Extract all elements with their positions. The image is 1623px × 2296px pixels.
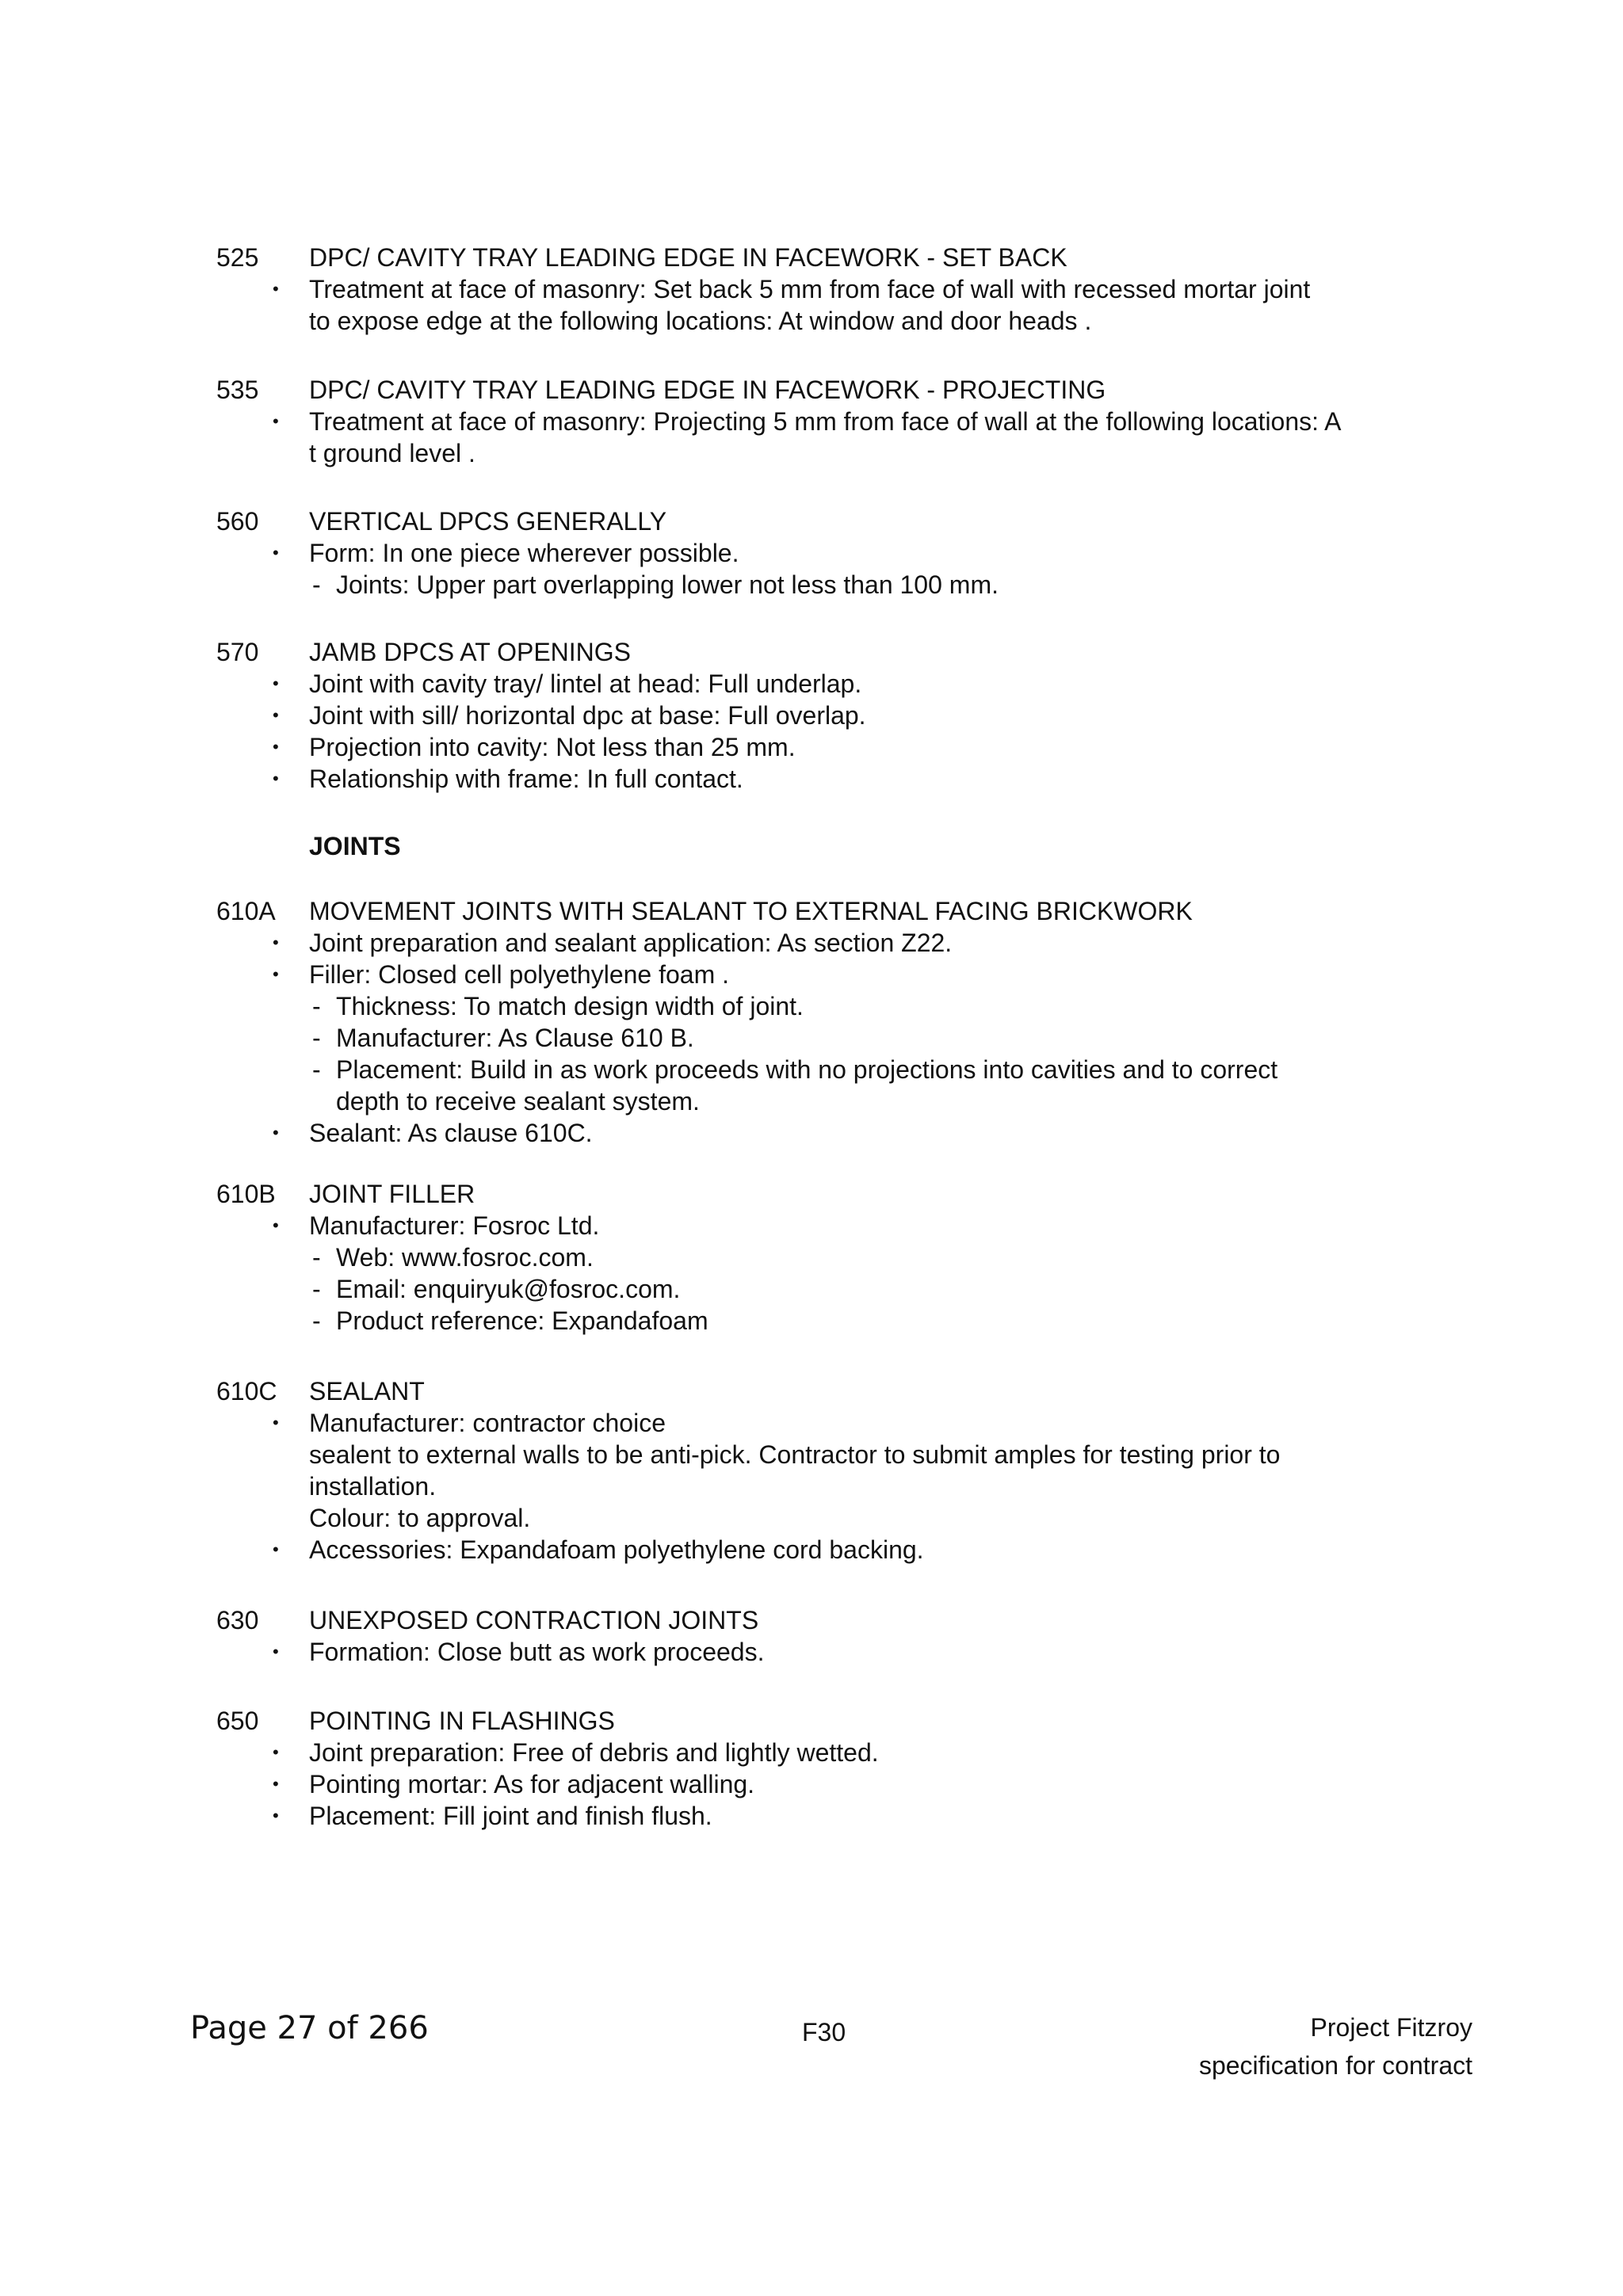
bullet-item [0, 537, 1623, 569]
bullet-text: Projection into cavity: Not less than 25 mm. [309, 733, 796, 761]
bullet-icon: • [273, 1774, 279, 1794]
project-name: Project Fitzroy [1310, 2013, 1472, 2042]
clause-title: JAMB DPCS AT OPENINGS [309, 638, 632, 666]
clause-number: 650 [216, 1707, 259, 1735]
bullet-text: Joint with cavity tray/ lintel at head: Full underlap. [309, 669, 862, 698]
continuation-line [0, 1502, 1623, 1534]
bullet-icon: • [273, 1123, 279, 1142]
continuation-text: Colour: to approval. [309, 1504, 531, 1532]
bullet-icon: • [273, 411, 279, 431]
bullet-text: Sealant: As clause 610C. [309, 1119, 593, 1147]
clause-number: 610A [216, 897, 276, 925]
continuation-text: to expose edge at the following locations: At window and door heads . [309, 307, 1092, 335]
clause-560 [0, 505, 1623, 601]
bullet-text: Manufacturer: contractor choice [309, 1409, 666, 1437]
sub-item-text: Thickness: To match design width of joint. [336, 992, 804, 1020]
footer-project-block [1199, 2008, 1472, 2084]
clause-header [0, 895, 1623, 927]
dash-icon: - [312, 570, 321, 599]
bullet-icon: • [273, 1539, 279, 1559]
bullet-text: Treatment at face of masonry: Set back 5 mm from face of wall with recessed mortar joint [309, 275, 1311, 303]
bullet-item [0, 1210, 1623, 1241]
clause-title: JOINT FILLER [309, 1180, 475, 1208]
clause-650 [0, 1705, 1623, 1832]
section-heading-joints: JOINTS [309, 832, 401, 860]
continuation-text: sealent to external walls to be anti-pick. Contractor to submit amples for testing prior to [309, 1440, 1281, 1469]
clause-610a [0, 895, 1623, 1149]
clause-570 [0, 636, 1623, 795]
bullet-item [0, 927, 1623, 959]
clause-title: VERTICAL DPCS GENERALLY [309, 507, 667, 536]
bullet-item [0, 959, 1623, 990]
clause-title: DPC/ CAVITY TRAY LEADING EDGE IN FACEWORK - PROJECTING [309, 376, 1106, 404]
clause-header [0, 1178, 1623, 1210]
bullet-item [0, 700, 1623, 731]
clause-number: 560 [216, 507, 259, 536]
continuation-text: depth to receive sealant system. [336, 1087, 700, 1116]
clause-number: 630 [216, 1606, 259, 1634]
bullet-item [0, 668, 1623, 700]
bullet-text: Formation: Close butt as work proceeds. [309, 1638, 765, 1666]
sub-item-text: Product reference: Expandafoam [336, 1306, 708, 1335]
clause-header [0, 1705, 1623, 1737]
clause-number: 535 [216, 376, 259, 404]
continuation-line [0, 437, 1623, 469]
continuation-line [0, 1085, 1623, 1117]
clause-number: 610B [216, 1180, 276, 1208]
sub-item [0, 1054, 1623, 1085]
clause-header [0, 1375, 1623, 1407]
sub-item-text: Web: www.fosroc.com. [336, 1243, 594, 1272]
clause-title: UNEXPOSED CONTRACTION JOINTS [309, 1606, 759, 1634]
bullet-icon: • [273, 673, 279, 693]
bullet-text: Filler: Closed cell polyethylene foam . [309, 960, 730, 989]
clause-525 [0, 242, 1623, 337]
document-title: specification for contract [1198, 2051, 1472, 2080]
bullet-text: Pointing mortar: As for adjacent walling. [309, 1770, 755, 1798]
bullet-icon: • [273, 1642, 279, 1661]
clause-535 [0, 374, 1623, 469]
clause-header [0, 1604, 1623, 1636]
bullet-icon: • [273, 1742, 279, 1762]
clause-630 [0, 1604, 1623, 1668]
sub-item-text: Email: enquiryuk@fosroc.com. [336, 1275, 681, 1303]
clause-title: DPC/ CAVITY TRAY LEADING EDGE IN FACEWORK - SET BACK [309, 243, 1067, 272]
clause-number: 570 [216, 638, 259, 666]
bullet-item [0, 1636, 1623, 1668]
sub-item [0, 1241, 1623, 1273]
bullet-icon: • [273, 1215, 279, 1235]
dash-icon: - [312, 992, 321, 1020]
bullet-item [0, 273, 1623, 305]
clause-title: SEALANT [309, 1377, 425, 1405]
continuation-text: installation. [309, 1472, 437, 1501]
bullet-text: Joint preparation: Free of debris and lightly wetted. [309, 1738, 879, 1767]
bullet-text: Form: In one piece wherever possible. [309, 539, 739, 567]
continuation-line [0, 1439, 1623, 1470]
sub-item-text: Joints: Upper part overlapping lower not less than 100 mm. [336, 570, 999, 599]
bullet-item [0, 1737, 1623, 1768]
bullet-text: Joint with sill/ horizontal dpc at base: Full overlap. [309, 701, 866, 730]
bullet-icon: • [273, 964, 279, 984]
bullet-item [0, 1768, 1623, 1800]
clause-header [0, 636, 1623, 668]
bullet-text: Relationship with frame: In full contact. [309, 765, 743, 793]
dash-icon: - [312, 1243, 321, 1272]
clause-header [0, 242, 1623, 273]
bullet-icon: • [273, 279, 279, 299]
sub-item [0, 990, 1623, 1022]
sub-item [0, 1022, 1623, 1054]
sub-item [0, 1305, 1623, 1337]
bullet-item [0, 1534, 1623, 1566]
sub-item-text: Manufacturer: As Clause 610 B. [336, 1024, 694, 1052]
clause-number: 525 [216, 243, 259, 272]
continuation-text: t ground level . [309, 439, 475, 467]
clause-number: 610C [216, 1377, 277, 1405]
bullet-icon: • [273, 933, 279, 952]
bullet-item [0, 731, 1623, 763]
bullet-icon: • [273, 1413, 279, 1432]
clause-610c [0, 1375, 1623, 1566]
bullet-item [0, 1407, 1623, 1439]
bullet-item [0, 406, 1623, 437]
section-code: F30 [802, 2018, 846, 2046]
sub-item [0, 569, 1623, 601]
clause-title: MOVEMENT JOINTS WITH SEALANT TO EXTERNAL FACING BRICKWORK [309, 897, 1193, 925]
bullet-icon: • [273, 1806, 279, 1825]
continuation-line [0, 305, 1623, 337]
bullet-icon: • [273, 705, 279, 725]
bullet-text: Accessories: Expandafoam polyethylene cord backing. [309, 1535, 924, 1564]
clause-610b [0, 1178, 1623, 1337]
sub-item-text: Placement: Build in as work proceeds with no projections into cavities and to correct [336, 1055, 1278, 1084]
clause-header [0, 374, 1623, 406]
bullet-icon: • [273, 543, 279, 563]
dash-icon: - [312, 1306, 321, 1335]
bullet-item [0, 763, 1623, 795]
bullet-icon: • [273, 737, 279, 757]
sub-item [0, 1273, 1623, 1305]
dash-icon: - [312, 1055, 321, 1084]
bullet-text: Joint preparation and sealant application: As section Z22. [309, 929, 953, 957]
bullet-icon: • [273, 769, 279, 788]
page-number: Page 27 of 266 [190, 2010, 429, 2046]
dash-icon: - [312, 1024, 321, 1052]
bullet-item [0, 1800, 1623, 1832]
bullet-item [0, 1117, 1623, 1149]
dash-icon: - [312, 1275, 321, 1303]
clause-header [0, 505, 1623, 537]
bullet-text: Placement: Fill joint and finish flush. [309, 1802, 712, 1830]
continuation-line [0, 1470, 1623, 1502]
clause-title: POINTING IN FLASHINGS [309, 1707, 615, 1735]
bullet-text: Manufacturer: Fosroc Ltd. [309, 1211, 600, 1240]
bullet-text: Treatment at face of masonry: Projecting 5 mm from face of wall at the following locations: A [309, 407, 1342, 436]
